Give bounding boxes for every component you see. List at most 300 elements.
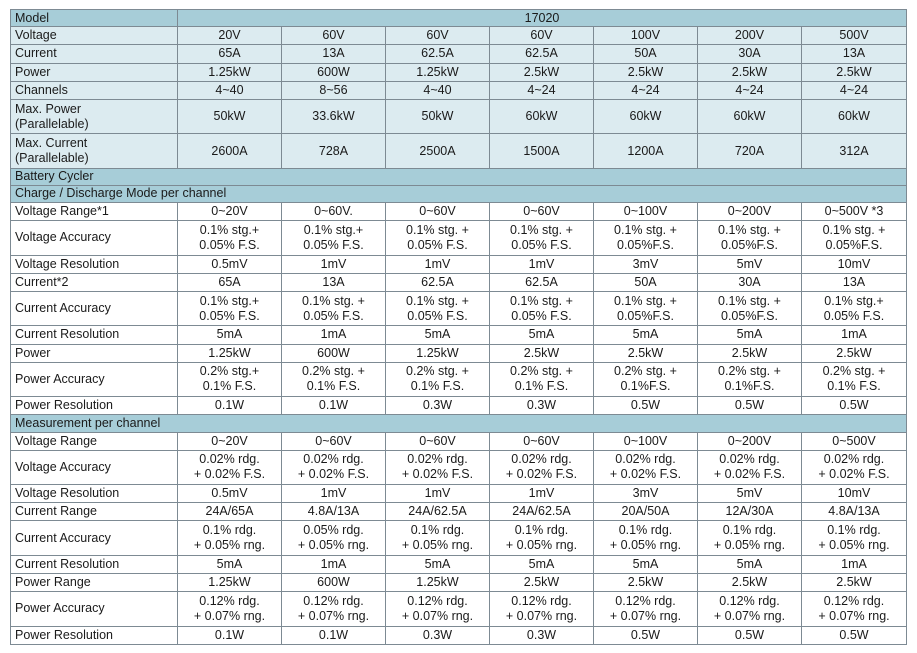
cell-text: 0.1% rdg.: [618, 523, 673, 538]
row-value: [386, 626, 490, 644]
row-value: [802, 592, 907, 626]
row-value: [698, 503, 802, 521]
cell-text: 0.2% stg. +: [718, 364, 781, 379]
cell-text: + 0.07% rng.: [609, 608, 682, 623]
row-value: [802, 221, 907, 255]
cell-text: 5mA: [424, 327, 451, 342]
row-value: [594, 574, 698, 592]
row-value: [282, 521, 386, 555]
cell-text: 0.1% rdg.: [202, 523, 257, 538]
cell-text: 0.1% stg. +: [614, 293, 677, 308]
cell-text: 2.5kW: [523, 575, 560, 590]
cell-text: + 0.07% rng.: [713, 608, 786, 623]
row-value: [802, 397, 907, 415]
row-value: [178, 326, 282, 344]
cell-text: 0~100V: [623, 433, 668, 448]
cell-text: 0.1% rdg.: [722, 523, 777, 538]
row-value: 50A: [594, 45, 698, 63]
row-value: [802, 503, 907, 521]
cell-text: 5mA: [632, 327, 659, 342]
cell-text: + 0.07% rng.: [505, 608, 578, 623]
section-charge-discharge-label: Charge / Discharge Mode per channel: [11, 185, 907, 202]
cell-text: 1.25kW: [416, 345, 459, 360]
row-value: [282, 255, 386, 273]
cell-text: 10mV: [837, 486, 871, 501]
row-value: [594, 432, 698, 450]
table-row: [11, 99, 907, 133]
row-value: [594, 203, 698, 221]
cell-text: 0.05% F.S.: [407, 237, 468, 252]
cell-text: 50A: [634, 274, 657, 289]
row-value: [594, 273, 698, 291]
cell-text: 0.1% rdg.: [514, 523, 569, 538]
row-value: [386, 203, 490, 221]
spec-table: [10, 9, 907, 645]
row-value: 60V: [386, 27, 490, 45]
row-value: [386, 521, 490, 555]
cell-text: 0.05%F.S.: [721, 308, 778, 323]
row-value: [594, 503, 698, 521]
row-value: [698, 255, 802, 273]
cell-text: 0.1% rdg.: [410, 523, 465, 538]
cell-text: 1mV: [424, 256, 451, 271]
cell-text: 1mA: [841, 327, 867, 342]
cell-text: 0.1W: [214, 627, 245, 642]
row-value: [490, 592, 594, 626]
row-label: Current Accuracy: [11, 521, 178, 555]
row-value: [594, 450, 698, 484]
cell-text: 0~200V: [727, 433, 772, 448]
cell-text: 20A/50A: [621, 504, 670, 519]
cell-text: + 0.02% F.S.: [609, 467, 682, 482]
row-value: [490, 555, 594, 573]
row-value: [698, 362, 802, 396]
cell-text: 0.2% stg. +: [614, 364, 677, 379]
cell-text: 1mV: [528, 486, 555, 501]
section-charge-discharge: [11, 185, 907, 202]
row-label: Current: [11, 45, 178, 63]
cell-text: + 0.05% rng.: [401, 538, 474, 553]
row-value: [178, 203, 282, 221]
cell-text: 0.5W: [734, 627, 765, 642]
cell-text: 0~20V: [211, 204, 248, 219]
table-row: [11, 292, 907, 326]
row-value: [178, 432, 282, 450]
row-value: 4~24: [594, 81, 698, 99]
cell-text: 0.5W: [734, 398, 765, 413]
table-row: [11, 450, 907, 484]
row-value: 60kW: [698, 99, 802, 133]
model-value: 17020: [178, 10, 907, 27]
table-row: [11, 255, 907, 273]
cell-text: 4.8A/13A: [307, 504, 360, 519]
row-value: [178, 273, 282, 291]
row-value: [698, 592, 802, 626]
row-value: [802, 255, 907, 273]
row-label: Voltage: [11, 27, 178, 45]
row-value: [594, 626, 698, 644]
cell-text: 1mV: [320, 486, 347, 501]
model-label: Model: [11, 10, 178, 27]
cell-text: 0~20V: [211, 433, 248, 448]
cell-text: 5mA: [528, 327, 555, 342]
table-row: [11, 574, 907, 592]
cell-text: 0.02% rdg.: [823, 452, 885, 467]
cell-text: 0.1% stg. +: [822, 222, 886, 237]
row-value: 20V: [178, 27, 282, 45]
table-row: [11, 203, 907, 221]
cell-text: 5mA: [216, 327, 243, 342]
row-value: 100V: [594, 27, 698, 45]
row-label: Power Resolution: [11, 626, 178, 644]
row-value: [698, 450, 802, 484]
cell-text: 0.5W: [839, 627, 869, 642]
cell-text: 0~60V: [419, 433, 456, 448]
row-label: Voltage Range: [11, 432, 178, 450]
row-value: [698, 555, 802, 573]
cell-text: 0.1% stg.+: [824, 293, 884, 308]
cell-text: 0.3W: [422, 627, 453, 642]
cell-text: 0.1% F.S.: [514, 379, 569, 394]
row-value: [802, 362, 907, 396]
row-value: 8~56: [282, 81, 386, 99]
row-value: [386, 255, 490, 273]
row-label: Current Range: [11, 503, 178, 521]
row-value: [802, 521, 907, 555]
row-value: 4~40: [178, 81, 282, 99]
row-label: Voltage Resolution: [11, 485, 178, 503]
cell-text: 0.12% rdg.: [407, 593, 468, 608]
cell-text: 0.05%F.S.: [617, 237, 674, 252]
row-value: [178, 626, 282, 644]
row-value: [594, 555, 698, 573]
row-value: [490, 273, 594, 291]
table-row: [11, 27, 907, 45]
cell-text: 0~500V *3: [824, 204, 884, 219]
cell-text: 0.12% rdg.: [615, 593, 676, 608]
row-value: [282, 397, 386, 415]
cell-text: 0.12% rdg.: [303, 593, 364, 608]
cell-text: + 0.07% rng.: [193, 608, 266, 623]
row-value: [282, 273, 386, 291]
row-value: 60kW: [490, 99, 594, 133]
cell-text: 3mV: [632, 486, 659, 501]
cell-text: 30A: [738, 274, 761, 289]
cell-text: 0.2% stg. +: [510, 364, 573, 379]
row-value: [282, 626, 386, 644]
row-value: [386, 344, 490, 362]
row-value: [282, 592, 386, 626]
row-value: [594, 292, 698, 326]
row-value: [178, 292, 282, 326]
row-value: 50kW: [178, 99, 282, 133]
table-row: [11, 63, 907, 81]
cell-text: + 0.02% F.S.: [505, 467, 578, 482]
cell-text: 0.5W: [630, 398, 661, 413]
cell-text: 0~500V: [832, 433, 876, 448]
section-measurement: [11, 415, 907, 432]
row-value: [282, 450, 386, 484]
row-value: [490, 485, 594, 503]
cell-text: 0.12% rdg.: [719, 593, 780, 608]
cell-text: 0.1% stg. +: [302, 293, 365, 308]
row-value: [698, 292, 802, 326]
row-label: Current Accuracy: [11, 292, 178, 326]
cell-text: 0.5mV: [211, 256, 248, 271]
row-value: 13A: [802, 45, 907, 63]
table-row: [11, 397, 907, 415]
row-value: 50kW: [386, 99, 490, 133]
row-value: [594, 521, 698, 555]
cell-text: 0~60V: [523, 204, 560, 219]
cell-text: 2.5kW: [731, 345, 768, 360]
row-value: [490, 626, 594, 644]
table-row: [11, 521, 907, 555]
cell-text: 0.1W: [318, 627, 349, 642]
cell-text: 0.2% stg. +: [822, 364, 886, 379]
row-value: [490, 326, 594, 344]
cell-text: 0.05% rdg.: [303, 523, 364, 538]
row-value: [178, 574, 282, 592]
cell-text: (Parallelable): [15, 151, 89, 165]
cell-text: 5mA: [528, 556, 555, 571]
row-value: [802, 203, 907, 221]
cell-text: 0.05% F.S.: [199, 308, 260, 323]
cell-text: 0.02% rdg.: [199, 452, 260, 467]
row-value: [490, 292, 594, 326]
row-value: 1200A: [594, 134, 698, 168]
row-value: [282, 574, 386, 592]
table-row: [11, 326, 907, 344]
row-value: [178, 503, 282, 521]
cell-text: 5mA: [424, 556, 451, 571]
cell-text: 0.5W: [839, 398, 869, 413]
cell-text: 1mV: [528, 256, 555, 271]
cell-text: 2.5kW: [627, 345, 664, 360]
row-value: 62.5A: [386, 45, 490, 63]
row-value: 500V: [802, 27, 907, 45]
cell-text: 13A: [842, 274, 866, 289]
row-value: [386, 221, 490, 255]
cell-text: 0.1% stg.+: [303, 222, 364, 237]
row-value: [698, 326, 802, 344]
table-row: [11, 432, 907, 450]
row-value: [490, 503, 594, 521]
cell-text: 0.05% F.S.: [303, 308, 364, 323]
row-value: [178, 362, 282, 396]
row-label: Current*2: [11, 273, 178, 291]
row-value: 13A: [282, 45, 386, 63]
row-value: 4~24: [698, 81, 802, 99]
cell-text: + 0.05% rng.: [505, 538, 578, 553]
cell-text: 1.25kW: [416, 575, 459, 590]
row-value: 2.5kW: [594, 63, 698, 81]
table-row: [11, 555, 907, 573]
row-value: [802, 273, 907, 291]
row-value: [594, 221, 698, 255]
row-value: 2600A: [178, 134, 282, 168]
row-value: [490, 362, 594, 396]
cell-text: 12A/30A: [725, 504, 774, 519]
cell-text: 2.5kW: [523, 345, 560, 360]
row-value: 62.5A: [490, 45, 594, 63]
row-value: [594, 362, 698, 396]
cell-text: 0.2% stg.+: [199, 364, 260, 379]
section-battery-cycler: [11, 168, 907, 185]
cell-text: 0.1%F.S.: [724, 379, 775, 394]
row-value: 2500A: [386, 134, 490, 168]
row-value: [178, 344, 282, 362]
row-label: Power Resolution: [11, 397, 178, 415]
row-value: 4~24: [802, 81, 907, 99]
cell-text: 0~200V: [727, 204, 772, 219]
table-row: [11, 592, 907, 626]
row-value: [282, 326, 386, 344]
row-value: [802, 574, 907, 592]
row-value: [178, 555, 282, 573]
row-value: [490, 221, 594, 255]
row-value: [178, 221, 282, 255]
cell-text: + 0.02% F.S.: [193, 467, 266, 482]
cell-text: 5mV: [736, 486, 763, 501]
row-label: Voltage Resolution: [11, 255, 178, 273]
cell-text: 1.25kW: [208, 345, 251, 360]
cell-text: 0~100V: [623, 204, 668, 219]
row-label: [11, 134, 178, 168]
row-label: Power Accuracy: [11, 592, 178, 626]
row-value: 728A: [282, 134, 386, 168]
cell-text: 0.5mV: [211, 486, 248, 501]
row-value: [490, 344, 594, 362]
row-value: [386, 362, 490, 396]
cell-text: 0~60V: [419, 204, 456, 219]
cell-text: 62.5A: [421, 274, 454, 289]
table-row: [11, 134, 907, 168]
cell-text: 0.05%F.S.: [617, 308, 674, 323]
cell-text: 1mV: [320, 256, 347, 271]
cell-text: 0.1% F.S.: [202, 379, 257, 394]
cell-text: + 0.02% F.S.: [401, 467, 474, 482]
row-value: [178, 397, 282, 415]
row-value: [594, 592, 698, 626]
row-label: Channels: [11, 81, 178, 99]
row-value: [698, 574, 802, 592]
cell-text: 0.1% stg.+: [199, 293, 260, 308]
row-value: [282, 362, 386, 396]
cell-text: 0.05% F.S.: [511, 308, 572, 323]
cell-text: 1mA: [841, 556, 867, 571]
cell-text: + 0.02% F.S.: [818, 467, 890, 482]
cell-text: 13A: [322, 274, 345, 289]
row-value: [698, 485, 802, 503]
row-label: Current Resolution: [11, 326, 178, 344]
cell-text: 0.1% F.S.: [410, 379, 465, 394]
cell-text: + 0.05% rng.: [193, 538, 266, 553]
table-row: [11, 45, 907, 63]
row-value: [698, 203, 802, 221]
row-value: [178, 450, 282, 484]
cell-text: 0.1% F.S.: [827, 379, 881, 394]
row-value: [802, 344, 907, 362]
row-value: [282, 432, 386, 450]
row-value: [802, 626, 907, 644]
cell-text: 0.1W: [214, 398, 245, 413]
cell-text: 0.3W: [526, 627, 557, 642]
row-value: [594, 326, 698, 344]
cell-text: 0.02% rdg.: [719, 452, 780, 467]
table-row: [11, 503, 907, 521]
cell-text: 0.1%F.S.: [620, 379, 671, 394]
row-value: [178, 592, 282, 626]
cell-text: 0.12% rdg.: [511, 593, 572, 608]
row-value: [282, 203, 386, 221]
row-value: 600W: [282, 63, 386, 81]
cell-text: 65A: [218, 274, 241, 289]
cell-text: 62.5A: [525, 274, 558, 289]
cell-text: 0.05% F.S.: [407, 308, 468, 323]
cell-text: 5mA: [632, 556, 659, 571]
cell-text: 5mA: [736, 327, 763, 342]
row-value: 720A: [698, 134, 802, 168]
cell-text: 2.5kW: [836, 345, 872, 360]
cell-text: 0.05%F.S.: [721, 237, 778, 252]
cell-text: 0.1% stg. +: [718, 293, 781, 308]
row-value: 60V: [282, 27, 386, 45]
cell-text: + 0.02% F.S.: [297, 467, 370, 482]
row-value: [178, 485, 282, 503]
cell-text: + 0.05% rng.: [713, 538, 786, 553]
row-value: 30A: [698, 45, 802, 63]
row-value: [698, 221, 802, 255]
row-label: Power Accuracy: [11, 362, 178, 396]
row-value: 65A: [178, 45, 282, 63]
row-label: [11, 99, 178, 133]
model-row: [11, 10, 907, 27]
cell-text: 0.1% stg. +: [510, 293, 573, 308]
row-value: [386, 326, 490, 344]
table-row: [11, 344, 907, 362]
row-value: [282, 485, 386, 503]
cell-text: 1mA: [320, 327, 347, 342]
row-value: 2.5kW: [802, 63, 907, 81]
row-value: 2.5kW: [490, 63, 594, 81]
cell-text: 0.05%F.S.: [825, 237, 883, 252]
row-value: [490, 432, 594, 450]
cell-text: 0~60V.: [314, 204, 353, 219]
row-value: [386, 273, 490, 291]
cell-text: 0.3W: [422, 398, 453, 413]
row-value: [802, 292, 907, 326]
cell-text: + 0.07% rng.: [818, 608, 890, 623]
row-value: [386, 450, 490, 484]
cell-text: 0.1% stg. +: [406, 222, 469, 237]
row-label: Power: [11, 63, 178, 81]
row-value: [282, 503, 386, 521]
cell-text: 0.1% rdg.: [827, 523, 881, 538]
cell-text: 0.1% stg. +: [406, 293, 469, 308]
row-value: [594, 485, 698, 503]
cell-text: (Parallelable): [15, 116, 89, 131]
table-row: [11, 626, 907, 644]
row-value: [178, 521, 282, 555]
cell-text: 0.1% F.S.: [306, 379, 361, 394]
row-value: [698, 273, 802, 291]
row-value: [490, 397, 594, 415]
cell-text: + 0.05% rng.: [609, 538, 682, 553]
cell-text: 1.25kW: [208, 575, 251, 590]
row-value: [594, 255, 698, 273]
row-label: Voltage Range*1: [11, 203, 178, 221]
